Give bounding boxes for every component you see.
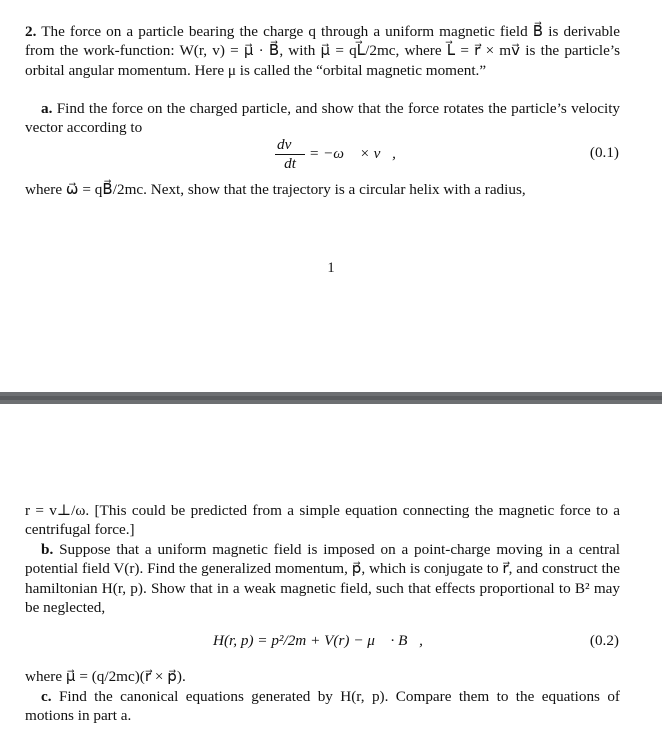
part-b-text: Suppose that a uniform magnetic field is imposed on a point-charge moving in a central potential field V(r). Find the generalized momentum, p⃗, which is conjugate to r⃗, and construct the hamiltonian H(r, p). Show that in a weak magnetic field, such that effects proportional to B² may be neglected, bbox=[25, 541, 621, 617]
after-equation-2-text: where μ⃗ = (q/2mc)(r⃗ × p⃗). bbox=[25, 668, 186, 685]
equation-fraction bbox=[275, 136, 305, 173]
problem-2-text: The force on a particle bearing the charge q through a uniform magnetic field B⃗ is derivable from the work-function: W(r, v) = μ⃗ · B⃗, with μ⃗ = qL⃗/2mc, where L⃗ = r⃗ × mv⃗ is the particle’s orbital angular momentum. Here μ is called the “orbital magnetic moment.” bbox=[25, 23, 620, 79]
part-a-label: a. bbox=[41, 100, 53, 117]
part-a-text: Find the force on the charged particle, and show that the force rotates the particle’s velocity vector according to bbox=[25, 100, 621, 137]
page-separator-line bbox=[0, 396, 662, 400]
equation-rhs: = −ω⃗ × v⃗, bbox=[308, 144, 396, 162]
page-separator bbox=[0, 392, 662, 404]
part-b-paragraph bbox=[25, 540, 620, 618]
part-b-label: b. bbox=[41, 541, 54, 558]
problem-number: 2. bbox=[25, 23, 37, 40]
part-c-paragraph bbox=[25, 687, 620, 726]
page-number: 1 bbox=[327, 260, 335, 276]
fraction-numerator: dv⃗ bbox=[277, 136, 304, 153]
fraction-denominator: dt bbox=[284, 155, 296, 172]
page-2 bbox=[0, 404, 662, 755]
part-c-label: c. bbox=[41, 688, 52, 705]
after-equation-text: where ω⃗ = qB⃗/2mc. Next, show that the trajectory is a circular helix with a radius, bbox=[25, 181, 526, 198]
equation-number-0-1: (0.1) bbox=[589, 144, 619, 161]
continuation-paragraph: r = v⊥/ω. [This could be predicted from a simple equation connecting the magnetic force to a centrifugal force.] bbox=[25, 502, 620, 539]
equation-0-2: H(r, p) = p²/2m + V(r) − μ⃗ · B⃗, bbox=[213, 632, 423, 649]
problem-2-paragraph bbox=[25, 22, 620, 80]
equation-number-0-2: (0.2) bbox=[589, 632, 619, 649]
part-c-text: Find the canonical equations generated by H(r, p). Compare them to the equations of motions in part a. bbox=[25, 688, 620, 725]
equation-0-1 bbox=[275, 136, 396, 173]
part-a-paragraph bbox=[25, 99, 620, 138]
